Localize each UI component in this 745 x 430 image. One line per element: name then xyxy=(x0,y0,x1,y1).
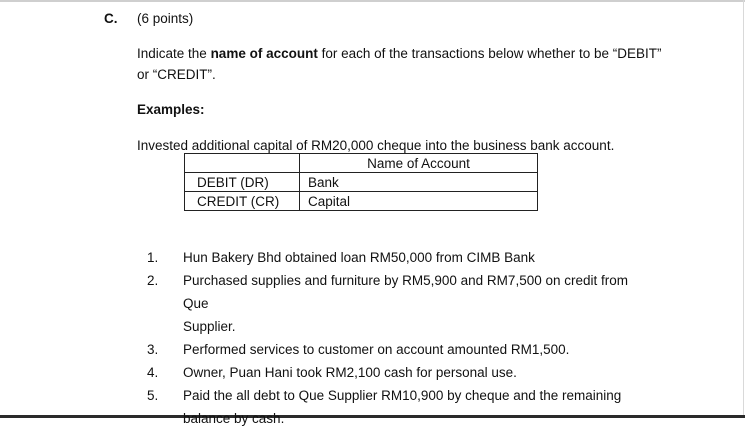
table-cell-side: DEBIT (DR) xyxy=(185,173,300,192)
item-text-line-1: Purchased supplies and furniture by RM5,900 and RM7,500 on credit from Que xyxy=(183,273,628,311)
item-number: 4. xyxy=(147,365,159,380)
instruction-text-end: for each of the transactions below whether to be “DEBIT” xyxy=(317,46,662,61)
table-row xyxy=(185,192,538,211)
item-text-line-2: Supplier. xyxy=(183,319,236,334)
table-cell-account: Capital xyxy=(300,192,538,211)
top-border xyxy=(0,0,745,2)
list-item xyxy=(147,338,657,361)
table-header-row xyxy=(185,154,538,173)
list-item xyxy=(147,246,657,269)
right-border xyxy=(743,0,744,418)
question-points: (6 points) xyxy=(137,11,194,26)
item-number: 3. xyxy=(147,342,159,357)
example-description: Invested additional capital of RM20,000 cheque into the business bank account. xyxy=(137,138,615,153)
example-account-table xyxy=(184,153,538,211)
item-number: 5. xyxy=(147,388,159,403)
table-cell-side: CREDIT (CR) xyxy=(185,192,300,211)
item-number: 1. xyxy=(147,250,159,265)
instruction-line-2: or “CREDIT”. xyxy=(137,67,216,82)
item-text: Performed services to customer on account amounted RM1,500. xyxy=(183,342,570,357)
question-letter: C. xyxy=(104,11,118,26)
instruction-bold-text: name of account xyxy=(210,46,318,61)
examples-heading: Examples: xyxy=(137,102,205,117)
item-text-line-2: balance by cash. xyxy=(183,411,285,426)
table-header-name-of-account: Name of Account xyxy=(300,154,538,173)
transaction-list xyxy=(147,246,657,430)
instruction-line-1 xyxy=(137,45,662,62)
item-text: Hun Bakery Bhd obtained loan RM50,000 from CIMB Bank xyxy=(183,250,535,265)
list-item xyxy=(147,361,657,384)
list-item xyxy=(147,269,657,338)
table-header-blank xyxy=(185,154,300,173)
item-number: 2. xyxy=(147,273,159,288)
item-text: Owner, Puan Hani took RM2,100 cash for personal use. xyxy=(183,365,517,380)
item-text-line-1: Paid the all debt to Que Supplier RM10,900 by cheque and the remaining xyxy=(183,388,622,403)
instruction-text-start: Indicate the xyxy=(137,46,211,61)
table-cell-account: Bank xyxy=(300,173,538,192)
table-row xyxy=(185,173,538,192)
list-item xyxy=(147,384,657,430)
